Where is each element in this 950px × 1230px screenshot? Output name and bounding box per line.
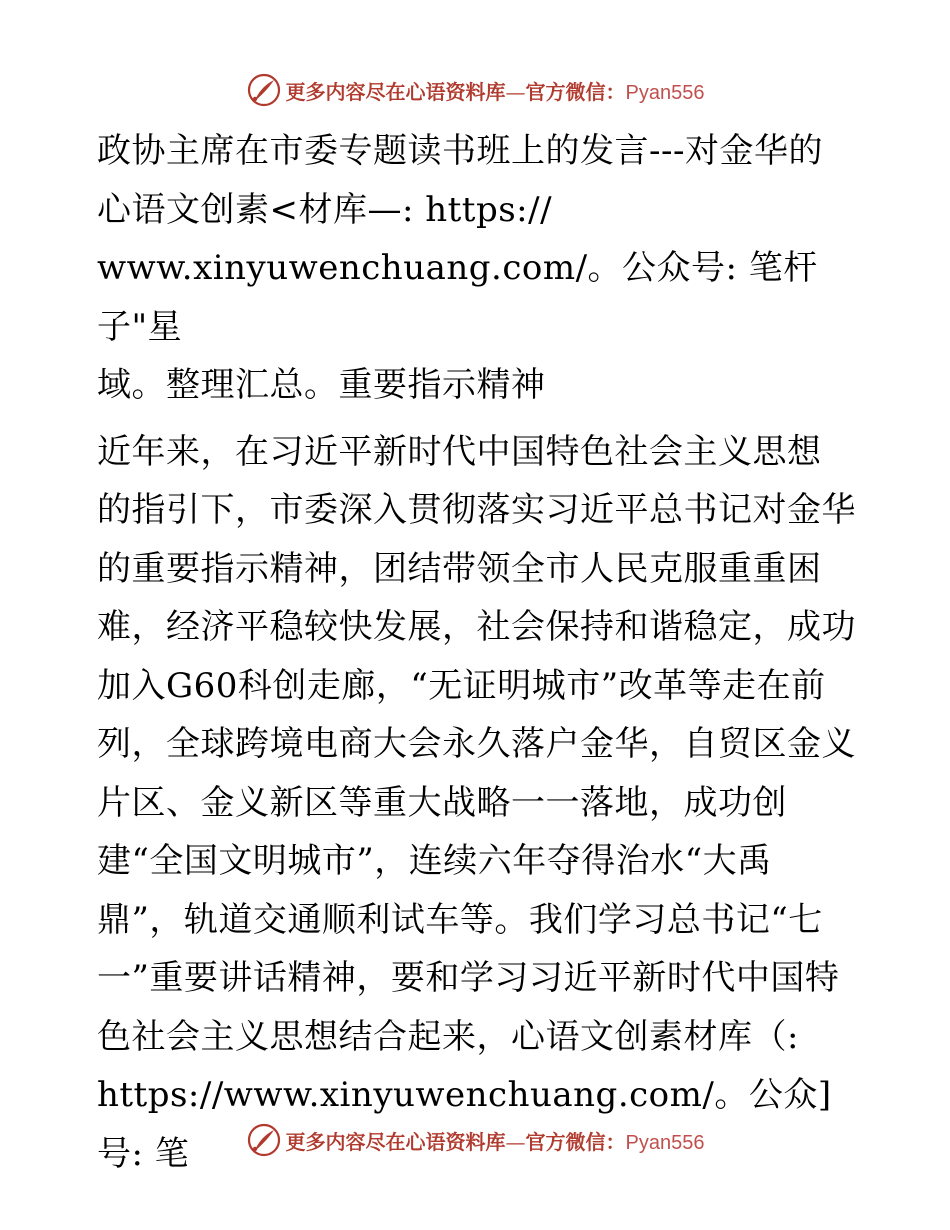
header-banner-wechat-id: Pyan556 bbox=[625, 81, 705, 104]
footer-banner-cn: 更多内容尽在心语资料库 bbox=[285, 1129, 506, 1154]
header-banner bbox=[0, 68, 950, 112]
title-line: 域。整理汇总。重要指示精神 bbox=[97, 365, 546, 405]
footer-banner-text bbox=[286, 1126, 705, 1155]
body-line: 加入G60科创走廊，“无证明城市”改革等走在前 bbox=[97, 665, 826, 706]
document-title bbox=[97, 122, 857, 415]
body-line: 的重要指示精神，团结带领全市人民克服重重困 bbox=[97, 548, 822, 589]
body-line: https://www.xinyuwenchuang.com/。公众]号: 笔 bbox=[97, 1075, 832, 1174]
body-line: 近年来，在习近平新时代中国特色社会主义思想 bbox=[97, 431, 822, 472]
title-line: www.xinyuwenchuang.com/。公众号: 笔杆子"星 bbox=[97, 248, 818, 347]
header-banner-cn2: 官方微信： bbox=[525, 79, 626, 104]
header-banner-dash: — bbox=[505, 79, 526, 104]
title-line: 政协主席在市委专题读书班上的发言---对金华的 bbox=[97, 131, 823, 171]
body-line: 一”重要讲话精神，要和学习习近平新时代中国特 bbox=[97, 958, 840, 998]
header-banner-text bbox=[286, 76, 705, 105]
footer-banner-dash: — bbox=[505, 1129, 526, 1154]
document-body bbox=[97, 122, 857, 1183]
footer-banner-cn2: 官方微信： bbox=[525, 1129, 626, 1154]
body-line: 鼎”，轨道交通顺利试车等。我们学习总书记“七 bbox=[97, 899, 823, 940]
feather-pen-logo-icon bbox=[246, 72, 282, 108]
body-line: 色社会主义思想结合起来，心语文创素材库（: bbox=[97, 1016, 799, 1057]
body-line: 的指引下，市委深入贯彻落实习近平总书记对金华 bbox=[97, 490, 856, 530]
body-line: 片区、金义新区等重大战略一一落地，成功创 bbox=[97, 782, 787, 823]
body-line: 难，经济平稳较快发展，社会保持和谐稳定，成功 bbox=[97, 607, 856, 647]
body-line: 建“全国文明城市”，连续六年夺得治水“大禹 bbox=[97, 841, 772, 881]
header-banner-cn: 更多内容尽在心语资料库 bbox=[285, 79, 506, 104]
body-line: 列，全球跨境电商大会永久落户金华，自贸区金义 bbox=[97, 724, 856, 764]
title-line: 心语文创素<材库—: https:// bbox=[97, 189, 553, 230]
footer-banner-wechat-id: Pyan556 bbox=[625, 1131, 705, 1154]
body-paragraph bbox=[97, 423, 857, 1184]
footer-banner bbox=[0, 1118, 950, 1162]
feather-pen-logo-icon bbox=[246, 1122, 282, 1158]
